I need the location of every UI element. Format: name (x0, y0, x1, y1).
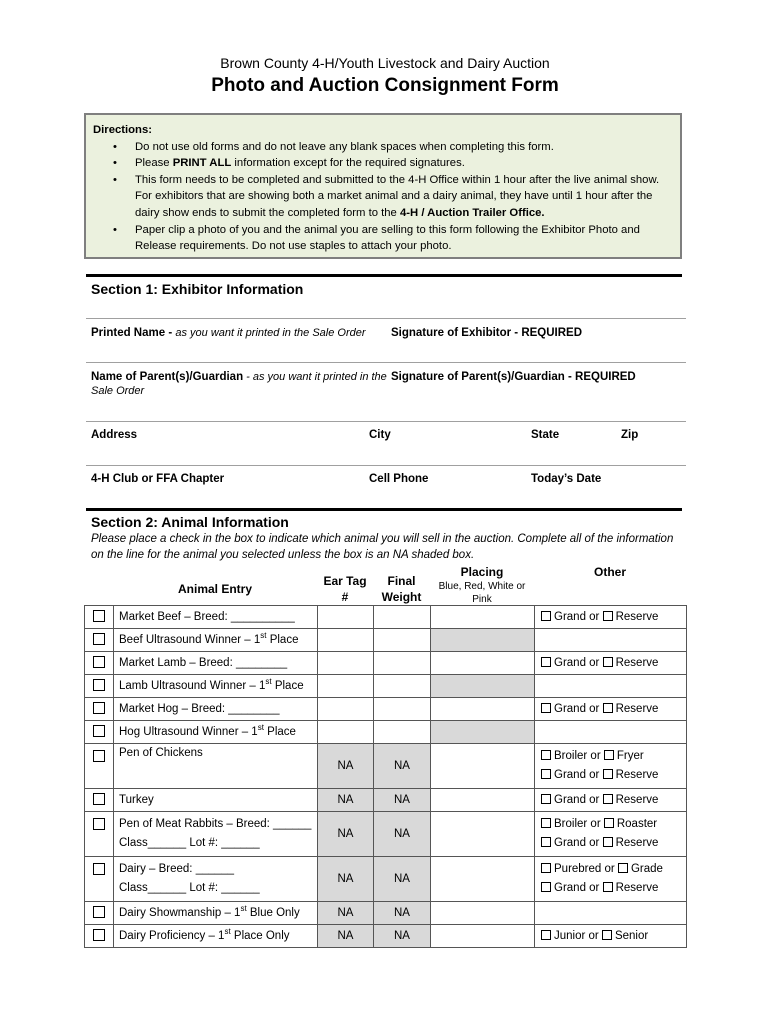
placing-cell-shaded (431, 675, 535, 698)
other-cell (535, 902, 687, 925)
weight-cell[interactable] (374, 606, 431, 629)
ear-tag-cell[interactable] (318, 698, 374, 721)
grand-checkbox[interactable] (541, 611, 551, 621)
other-cell: Junior or Senior (535, 925, 687, 948)
reserve-checkbox[interactable] (603, 611, 613, 621)
senior-checkbox[interactable] (602, 930, 612, 940)
hog-ultrasound-checkbox[interactable] (93, 725, 105, 737)
market-lamb-checkbox[interactable] (93, 656, 105, 668)
table-row (85, 902, 687, 925)
col-header-ear-tag: Ear Tag # (323, 574, 367, 604)
placing-cell[interactable] (431, 857, 535, 902)
purebred-checkbox[interactable] (541, 863, 551, 873)
table-row (85, 652, 687, 675)
other-cell (535, 629, 687, 652)
entry-label: Hog Ultrasound Winner – 1st Place (114, 721, 318, 744)
section2-instructions: Please place a check in the box to indicate which animal you will sell in the auction. Complete all of the information on the line for the animal you selected unless the box is an NA shaded box. (91, 533, 674, 561)
field-line (86, 421, 686, 422)
dairy-proficiency-checkbox[interactable] (93, 929, 105, 941)
parent-signature-field[interactable]: Signature of Parent(s)/Guardian - REQUIRED (391, 371, 636, 383)
broiler-checkbox[interactable] (541, 750, 551, 760)
col-header-animal-entry: Animal Entry (177, 582, 252, 596)
reserve-checkbox[interactable] (603, 794, 613, 804)
ear-tag-na: NA (318, 857, 374, 902)
ear-tag-cell[interactable] (318, 606, 374, 629)
table-row (85, 629, 687, 652)
turkey-checkbox[interactable] (93, 793, 105, 805)
entry-label: Turkey (114, 789, 318, 812)
placing-cell-shaded (431, 629, 535, 652)
exhibitor-signature-field[interactable]: Signature of Exhibitor - REQUIRED (391, 327, 583, 339)
parent-name-note: Sale Order (91, 385, 145, 397)
placing-cell[interactable] (431, 606, 535, 629)
entry-label: Beef Ultrasound Winner – 1st Place (114, 629, 318, 652)
grand-checkbox[interactable] (541, 837, 551, 847)
weight-cell[interactable] (374, 629, 431, 652)
fryer-checkbox[interactable] (604, 750, 614, 760)
placing-cell[interactable] (431, 789, 535, 812)
field-line (86, 465, 686, 466)
reserve-checkbox[interactable] (603, 657, 613, 667)
direction-item: • Please PRINT ALL information except for the required signatures. (93, 155, 672, 172)
ear-tag-cell[interactable] (318, 675, 374, 698)
other-cell: Grand or Reserve (535, 698, 687, 721)
zip-field[interactable]: Zip (621, 429, 639, 441)
grand-checkbox[interactable] (541, 657, 551, 667)
weight-cell[interactable] (374, 698, 431, 721)
placing-cell[interactable] (431, 902, 535, 925)
parent-name-field[interactable]: Name of Parent(s)/Guardian - as you want it printed in the (91, 371, 387, 383)
grand-checkbox[interactable] (541, 882, 551, 892)
club-field[interactable]: 4-H Club or FFA Chapter (91, 473, 225, 485)
table-row (85, 857, 687, 902)
ear-tag-na: NA (318, 902, 374, 925)
junior-checkbox[interactable] (541, 930, 551, 940)
table-row (85, 744, 687, 789)
grade-checkbox[interactable] (618, 863, 628, 873)
other-cell: Grand or Reserve (535, 789, 687, 812)
ear-tag-na: NA (318, 812, 374, 857)
placing-cell[interactable] (431, 652, 535, 675)
entry-label: Market Lamb – Breed: ________ (114, 652, 318, 675)
grand-checkbox[interactable] (541, 794, 551, 804)
ear-tag-na: NA (318, 925, 374, 948)
entry-label: Dairy – Breed: ______ Class______ Lot #: ______ (114, 857, 318, 902)
table-row (85, 812, 687, 857)
bullet-icon: • (113, 157, 117, 170)
grand-checkbox[interactable] (541, 769, 551, 779)
section-divider (86, 274, 682, 277)
other-cell: Broiler or Fryer Grand or Reserve (535, 744, 687, 789)
other-cell: Grand or Reserve (535, 652, 687, 675)
form-subtitle: Brown County 4-H/Youth Livestock and Dairy Auction (220, 55, 550, 71)
bullet-icon: • (113, 173, 117, 186)
beef-ultrasound-checkbox[interactable] (93, 633, 105, 645)
address-field[interactable]: Address (91, 429, 138, 441)
section-divider (86, 508, 682, 511)
weight-cell[interactable] (374, 675, 431, 698)
weight-cell[interactable] (374, 652, 431, 675)
dairy-checkbox[interactable] (93, 863, 105, 875)
table-row (85, 721, 687, 744)
col-header-placing-sub: Blue, Red, White or Pink (438, 581, 526, 605)
market-hog-checkbox[interactable] (93, 702, 105, 714)
entry-label: Dairy Showmanship – 1st Blue Only (114, 902, 318, 925)
weight-na: NA (374, 902, 431, 925)
placing-cell[interactable] (431, 925, 535, 948)
col-header-other: Other (593, 565, 626, 579)
broiler-checkbox[interactable] (541, 818, 551, 828)
roaster-checkbox[interactable] (604, 818, 614, 828)
weight-na: NA (374, 789, 431, 812)
entry-label: Dairy Proficiency – 1st Place Only (114, 925, 318, 948)
city-field[interactable]: City (369, 429, 391, 441)
direction-item: • Do not use old forms and do not leave any blank spaces when completing this form. (93, 139, 672, 156)
entry-label: Lamb Ultrasound Winner – 1st Place (114, 675, 318, 698)
weight-na: NA (374, 925, 431, 948)
ear-tag-cell[interactable] (318, 721, 374, 744)
table-row (85, 789, 687, 812)
directions-heading: Directions: (93, 124, 153, 136)
other-cell (535, 675, 687, 698)
placing-cell-shaded (431, 721, 535, 744)
ear-tag-na: NA (318, 744, 374, 789)
direction-item: • This form needs to be completed and submitted to the 4-H Office within 1 hour after the live animal show. For exhibitors that are showing both a market animal and a dairy animal, they have until 1 hour after the dairy show ends to submit the completed form to the 4-H / Auction Trailer Office. (113, 173, 660, 219)
reserve-checkbox[interactable] (603, 769, 613, 779)
state-field[interactable]: State (531, 429, 560, 441)
ear-tag-cell[interactable] (318, 652, 374, 675)
pen-of-chickens-checkbox[interactable] (93, 750, 105, 762)
printed-name-field[interactable]: Printed Name - as you want it printed in the Sale Order (91, 327, 366, 339)
field-line (86, 318, 686, 319)
col-header-final-weight: Final Weight (381, 574, 422, 604)
weight-na: NA (374, 812, 431, 857)
other-cell (535, 721, 687, 744)
weight-na: NA (374, 744, 431, 789)
table-row (85, 925, 687, 948)
form-title: Photo and Auction Consignment Form (211, 75, 559, 96)
entry-label: Market Hog – Breed: ________ (114, 698, 318, 721)
reserve-checkbox[interactable] (603, 703, 613, 713)
reserve-checkbox[interactable] (603, 837, 613, 847)
weight-cell[interactable] (374, 721, 431, 744)
meat-rabbits-checkbox[interactable] (93, 818, 105, 830)
market-beef-checkbox[interactable] (93, 610, 105, 622)
placing-cell[interactable] (431, 812, 535, 857)
animal-entry-table (84, 605, 687, 948)
bullet-icon: • (113, 140, 117, 153)
direction-item: • Paper clip a photo of you and the animal you are selling to this form following the Exhibitor Photo and Release requirements. Do not use staples to attach your photo. (113, 223, 640, 253)
lamb-ultrasound-checkbox[interactable] (93, 679, 105, 691)
todays-date-field[interactable]: Today’s Date (531, 473, 602, 485)
section1-title: Section 1: Exhibitor Information (91, 281, 304, 297)
entry-label: Market Beef – Breed: __________ (114, 606, 318, 629)
other-cell: Broiler or Roaster Grand or Reserve (535, 812, 687, 857)
cell-phone-field[interactable]: Cell Phone (369, 473, 429, 485)
directions-box (84, 113, 682, 259)
weight-na: NA (374, 857, 431, 902)
entry-label: Pen of Meat Rabbits – Breed: ______ Class______ Lot #: ______ (114, 812, 318, 857)
bullet-icon: • (113, 223, 117, 236)
col-header-placing: Placing (460, 565, 504, 579)
section2-title: Section 2: Animal Information (91, 514, 289, 530)
placing-cell[interactable] (431, 698, 535, 721)
ear-tag-cell[interactable] (318, 629, 374, 652)
reserve-checkbox[interactable] (603, 882, 613, 892)
field-line (86, 362, 686, 363)
ear-tag-na: NA (318, 789, 374, 812)
entry-label: Pen of Chickens (114, 744, 318, 789)
other-cell: Purebred or Grade Grand or Reserve (535, 857, 687, 902)
other-cell: Grand or Reserve (535, 606, 687, 629)
dairy-showmanship-checkbox[interactable] (93, 906, 105, 918)
placing-cell[interactable] (431, 744, 535, 789)
table-row (85, 698, 687, 721)
grand-checkbox[interactable] (541, 703, 551, 713)
table-row (85, 675, 687, 698)
table-row (85, 606, 687, 629)
